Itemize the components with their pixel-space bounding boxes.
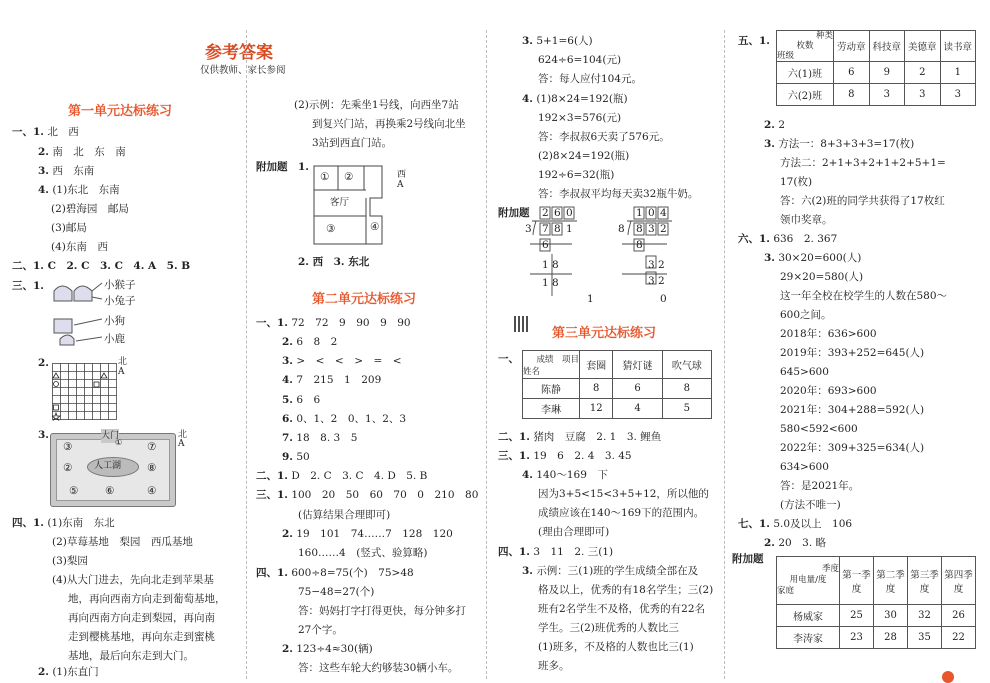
table-header-cell: 第二季度 <box>874 557 908 605</box>
region: ③ <box>63 441 73 453</box>
table-header-cell: 劳动章 <box>834 31 870 62</box>
animal-label: 小兔子 <box>104 295 136 307</box>
direction-label: 西 <box>397 170 407 180</box>
dividend-digit: 8 <box>636 223 643 235</box>
room-label: ③ <box>326 223 336 235</box>
grid-figure <box>52 363 118 421</box>
table-row: 杨威家 25 30 32 26 <box>777 605 976 627</box>
step: 8 <box>636 239 643 251</box>
region: ⑧ <box>147 462 157 474</box>
score-table <box>522 350 712 419</box>
north-arrow-icon: A <box>118 367 125 377</box>
room-label: 客厅 <box>330 197 350 208</box>
north-arrow-icon: A <box>397 180 404 190</box>
dividend-digit: 2 <box>660 223 667 235</box>
column-4: 五、1. 种类 枚数 班级 劳动章 科技章 美德章 读书章 六(1)班 6 9 2 1 六(2)班 8 3 3 3 2. 2 3. 方法一：8+3+3+3=17(枚) 方法二：2+1+3+2+1+2+5+1= 17(枚) 答：六(2)班的同学共获得了17枚红 领巾奖章。 六、1. 636 2. 367 3. 30×20=600(人) 29×20=580(人) 这一年全校在校学生的人数在580～ 600之间。 2018年：636>600 2019年：393+252=645(人) 645>600 2020年：693>600 2021年：304+288=592(人) 580<592<600 2022年：309+325=634(人) 634>600 答：是2021年。 (方法不唯一) 七、1. 5.0及以上 106 2. 20 3. 略 附加题 季度 用电量/度 家庭 第一季度 第二季度 第三季度 第四季度 杨威家 25 30 32 26 李涛家 23 28 35 22 <box>728 0 990 679</box>
quotient-digit: 0 <box>566 207 573 219</box>
unit1-q2: 二、1. C 2. C 3. C 4. A 5. B <box>12 260 191 272</box>
column-divider <box>246 30 247 679</box>
quotient-digit: 1 <box>636 207 643 219</box>
park-map <box>50 433 176 507</box>
q2-text: 3站到西直门站。 <box>312 137 393 149</box>
animal-label: 小猴子 <box>104 279 136 291</box>
quotient-digit: 4 <box>660 207 667 219</box>
quotient-digit: 0 <box>648 207 655 219</box>
quotient-digit: 6 <box>554 207 561 219</box>
table-header-cell: 美德章 <box>905 31 941 62</box>
unit1-q3-2-label: 2. <box>38 357 49 369</box>
table-row: 六(2)班 8 3 3 3 <box>777 84 976 106</box>
step: 1 <box>587 293 594 305</box>
extra-label-3: 附加题 <box>498 207 530 219</box>
extra-q2: 2. 西 3. 东北 <box>298 256 370 268</box>
table-header-cell: 猜灯谜 <box>613 351 662 379</box>
table-row: 李琳 12 4 5 <box>523 399 712 419</box>
table-header-cell: 吹气球 <box>662 351 711 379</box>
unit3-title: 第三单元达标练习 <box>552 326 657 341</box>
extra-label-4: 附加题 <box>732 553 764 565</box>
step: 3 2 <box>648 259 665 271</box>
unit1-q3-label: 三、1. <box>12 280 44 292</box>
region: ⑦ <box>147 441 157 453</box>
badge-table <box>776 30 976 106</box>
divisor: 8 <box>618 223 625 235</box>
unit1-q3-3-label: 3. <box>38 429 49 441</box>
page-subtitle: 仅供教师、家长参阅 <box>200 65 286 76</box>
table-row: 李涛家 23 28 35 22 <box>777 627 976 649</box>
corner-marker-icon <box>942 671 954 683</box>
lake-label: 人工湖 <box>94 461 122 471</box>
electricity-table <box>776 556 976 649</box>
q2-text: (2)示例：先乘坐1号线，向西坐7站 <box>294 99 459 111</box>
table-header-cell: 成绩 项目 姓名 <box>523 351 580 379</box>
qr-code-icon <box>514 316 530 332</box>
extra-label: 附加题 <box>256 161 288 173</box>
table-header-cell: 种类 枚数 班级 <box>777 31 833 61</box>
room-label: ① <box>320 171 330 183</box>
page-title: 参考答案 <box>205 43 273 63</box>
column-divider <box>486 30 487 679</box>
step: 1 8 <box>542 277 559 289</box>
table-header-cell: 科技章 <box>869 31 905 62</box>
table-row: 六(1)班 6 9 2 1 <box>777 62 976 84</box>
quotient-digit: 2 <box>542 207 549 219</box>
room-label: ② <box>344 171 354 183</box>
animal-label: 小鹿 <box>104 333 125 345</box>
region: ① <box>115 438 123 447</box>
region: ⑥ <box>105 485 115 497</box>
column-2: (2)示例：先乘坐1号线，向西坐7站 到复兴门站，再换乘2号线向北坐 3站到西直门站。 附加题 1. ① ② 客厅 ③ ④ 西 A 2. 西 3. 东北 第二单元达标练习 一、1. 72 72 9 90 9 90 2. 6 8 2 3. > < < > = < 4. 7 215 1 209 5. 6 6 6. 0、1、2 0、1、2、3 7. 18 8. 3 5 9. 50 二、1. D 2. C 3. C 4. D 5. B 三、1. 100 20 50 60 70 0 210 80 (估算结果合理即可) 2. 19 101 74……7 128 120 160……4 (竖式、验算略) 四、1. 600÷8=75(个) 75>48 75−48=27(个) 答：妈妈打字打得更快，每分钟多打 27个字。 2. 123÷4≈30(辆) 答：这些车轮大约够装30辆小车。 <box>256 99 479 674</box>
dividend-digit: 8 <box>554 223 561 235</box>
column-3: 3. 5+1=6(人) 624÷6=104(元) 答：每人应付104元。 4. (1)8×24=192(瓶) 192×3=576(元) 答：李叔叔6天卖了576元。 (2)8×24=192(瓶) 192÷6=32(瓶) 答：李叔叔平均每天卖32瓶牛奶。 附加题 2 6 0 3 7 8 1 6 1 8 1 8 1 1 0 4 8 8 3 2 8 3 2 3 2 0 第三单元达标练习 一、 成绩 项目 姓名 套圈 猜灯谜 吹气球 陈静 8 6 8 李琳 12 4 5 二、1. 猪肉 豆腐 2. 1 3. 鲤鱼 三、1. 19 6 2. 4 3. 45 4. 140～169 下 因为3+5<15<3+5+12，所以他的 成绩应该在140～169下的范围内。 (理由合理即可) 四、1. 3 11 2. 三(1) 3. 示例：三(1)班的学生成绩全部在及 格及以上，优秀的有18名学生；三(2) 班有2名学生不及格，优秀的有22名 学生。三(2)班优秀的人数比三 (1)班多，不及格的人数也比三(1) 班多。 <box>498 35 714 672</box>
dividend-digit: 7 <box>542 223 549 235</box>
step: 6 <box>542 239 549 251</box>
table-header-cell: 第四季度 <box>942 557 976 605</box>
column-divider <box>724 30 725 679</box>
table-row: 陈静 8 6 8 <box>523 379 712 399</box>
gate-label: 大门 <box>101 431 120 441</box>
north-arrow-icon: A <box>178 439 185 449</box>
column-1: 参考答案 仅供教师、家长参阅 第一单元达标练习 一、1. 北 西 2. 南 北 东 南 3. 西 东南 4. (1)东北 东南 (2)碧海园 邮局 (3)邮局 (4)东南 西 二、1. C 2. C 3. C 4. A 5. B 三、1. 小猴子 小兔子 小狗 小鹿 2. 北 A 3. 大门 人工湖 ③ ⑦ ② ⑧ ⑤ ⑥ ④ ① 北 A 四、1. (1)东南 东北 (2)草莓基地 梨园 西瓜基地 (3)梨园 (4)从大门进去，先向北走到苹果基 地，再向西南方向走到葡萄基地， 再向西南方向走到梨园，再向南 走到樱桃基地，再向东走到蜜桃 基地，最后向东走到大门。 2. (1)东直门 <box>0 0 242 679</box>
step: 1 8 <box>542 259 559 271</box>
dividend-digit: 3 <box>648 223 655 235</box>
room-label: ④ <box>370 221 380 233</box>
q2-text: 到复兴门站，再换乘2号线向北坐 <box>312 118 466 130</box>
table-header-cell: 读书章 <box>940 31 976 62</box>
north-label: 北 <box>118 357 128 367</box>
dividend-digit: 1 <box>566 223 573 235</box>
animal-label: 小狗 <box>104 315 125 327</box>
north-label-2: 北 <box>178 430 188 440</box>
unit3-q1-label: 一、 <box>498 353 519 365</box>
step: 0 <box>660 293 667 305</box>
step: 3 2 <box>648 275 665 287</box>
divisor: 3 <box>525 223 532 235</box>
extra-q1: 1. <box>298 161 309 173</box>
unit2-title: 第二单元达标练习 <box>312 292 417 307</box>
table-header-cell: 第三季度 <box>908 557 942 605</box>
unit1-title: 第一单元达标练习 <box>68 104 173 119</box>
table-header-cell: 第一季度 <box>840 557 874 605</box>
region: ④ <box>147 485 157 497</box>
region: ⑤ <box>69 485 79 497</box>
unit3-q5-label: 五、1. <box>738 35 770 47</box>
region: ② <box>63 462 73 474</box>
table-header-cell: 套圈 <box>580 351 613 379</box>
table-header-cell: 季度 用电量/度 家庭 <box>777 557 840 605</box>
